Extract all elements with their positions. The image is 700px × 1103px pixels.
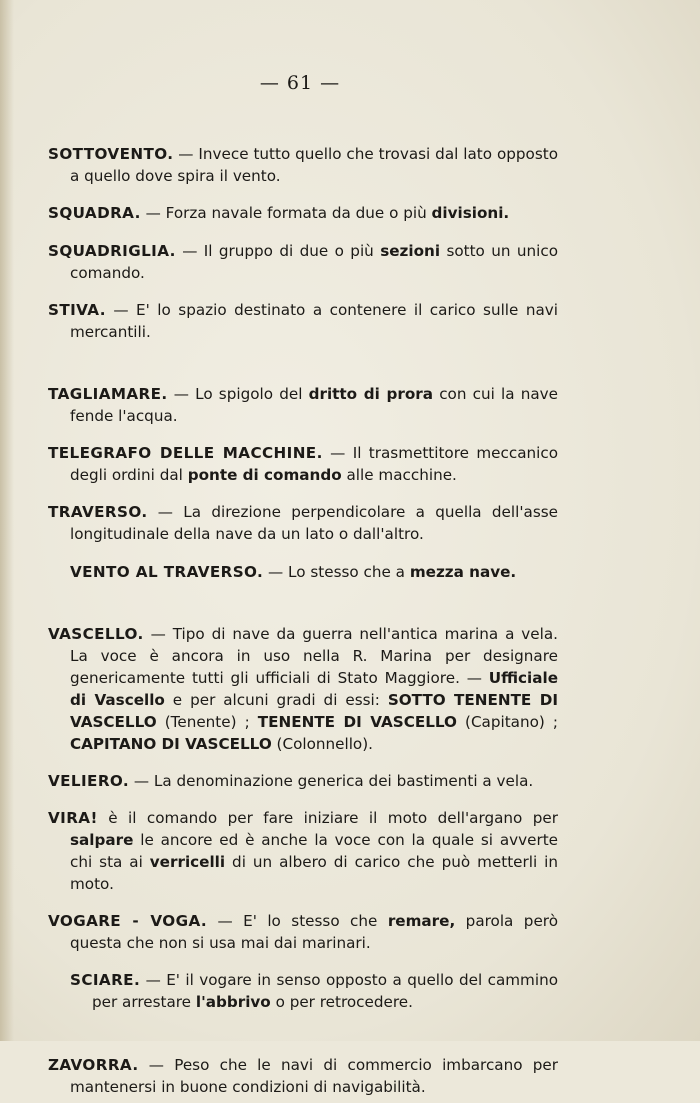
entry-term: VIRA! xyxy=(48,809,98,828)
entry-squadriglia xyxy=(48,240,558,284)
entry-traverso xyxy=(48,501,558,545)
entry-term: TAGLIAMARE. xyxy=(48,384,168,403)
entry-text: — Lo spigolo del xyxy=(167,384,309,403)
bold-word: TENENTE DI VASCELLO xyxy=(257,712,457,731)
entry-text: parola però questa che non si usa mai dai marinari. xyxy=(70,912,558,953)
entry-term: VASCELLO. xyxy=(48,624,144,643)
bold-word: salpare xyxy=(70,831,134,850)
entry-text: è il comando per fare iniziare il moto dell'argano per xyxy=(97,809,558,828)
bold-word: sezioni xyxy=(380,241,441,260)
entry-text: — Invece tutto quello che trovasi dal lato opposto a quello dove spira il vento. xyxy=(70,145,558,186)
entry-term: VELIERO. xyxy=(48,771,130,790)
entry-term: STIVA. xyxy=(48,300,106,319)
entry-vascello xyxy=(48,623,558,755)
bold-word: Ufficiale di Vascello xyxy=(70,668,558,709)
entry-term: VENTO AL TRAVERSO. xyxy=(70,562,264,581)
entry-zavorra xyxy=(48,1054,558,1098)
bold-word: CAPITANO DI VASCELLO xyxy=(70,734,272,753)
entry-text: — E' il vogare in senso opposto a quello del cammino per arrestare xyxy=(92,971,558,1012)
section-gap xyxy=(48,588,558,608)
bold-word: dritto di prora xyxy=(308,384,434,403)
bold-word: ponte di comando xyxy=(187,466,342,485)
entry-text: — Peso che le navi di commercio imbarcano per mantenersi in buone condizioni di navigabilità. xyxy=(70,1055,558,1096)
bold-word: l'abbrivo xyxy=(195,993,271,1012)
section-gap xyxy=(48,348,558,368)
entry-text: — Tipo di nave da guerra nell'antica marina a vela. La voce è ancora in uso nella R. Marina per designare genericamente tutti gli ufficiali di Stato Maggiore. — xyxy=(70,624,558,687)
entry-term: SQUADRIGLIA. xyxy=(48,241,176,260)
entry-vira xyxy=(48,807,558,895)
entry-text: — E' lo stesso che xyxy=(207,912,388,931)
entry-text: e per alcuni gradi di essi: xyxy=(164,690,388,709)
bold-word: mezza nave. xyxy=(409,562,517,581)
entry-text: sotto un unico comando. xyxy=(70,241,558,282)
bold-word: verricelli xyxy=(149,853,226,872)
page-number: — 61 — xyxy=(259,72,341,94)
entry-term: TELEGRAFO DELLE MACCHINE. xyxy=(48,444,323,463)
bold-word: SOTTO TENENTE DI VASCELLO xyxy=(70,690,558,731)
entry-sottovento xyxy=(48,143,558,187)
entry-text: — Forza navale formata da due o più xyxy=(140,204,432,223)
entry-veliero xyxy=(48,770,558,792)
entry-term: SCIARE. xyxy=(70,971,141,990)
entry-text: alle macchine. xyxy=(341,466,457,485)
entry-term: VOGARE - VOGA. xyxy=(48,912,208,931)
bold-word: remare, xyxy=(387,912,456,931)
entry-text: di un albero di carico che può metterli in moto. xyxy=(70,853,558,894)
entry-text: con cui la nave fende l'acqua. xyxy=(70,384,558,425)
entry-tagliamare xyxy=(48,383,558,427)
entry-text: le ancore ed è anche la voce con la quale si avverte chi sta ai xyxy=(70,831,558,872)
bold-word: divisioni. xyxy=(431,204,510,223)
entry-text: — Il gruppo di due o più xyxy=(175,241,381,260)
entry-text: — La direzione perpendicolare a quella dell'asse longitudinale della nave da un lato o dall'altro. xyxy=(70,503,558,544)
entry-term: SQUADRA. xyxy=(48,204,141,223)
entry-text: (Tenente) ; xyxy=(156,712,258,731)
entry-term: SOTTOVENTO. xyxy=(48,145,174,164)
section-gap xyxy=(48,1018,558,1038)
entry-text: — E' lo spazio destinato a contenere il carico sulle navi mercantili. xyxy=(70,300,558,341)
entry-text: — Il trasmettitore meccanico degli ordini dal xyxy=(70,444,558,485)
entry-term: ZAVORRA. xyxy=(48,1055,139,1074)
glossary xyxy=(48,128,558,1103)
entry-text: (Capitano) ; xyxy=(456,712,558,731)
entry-telegrafo xyxy=(48,442,558,486)
entry-text: o per retrocedere. xyxy=(270,993,413,1012)
entry-stiva xyxy=(48,299,558,343)
entry-squadra xyxy=(48,202,558,224)
entry-text: — Lo stesso che a xyxy=(263,562,410,581)
entry-sciare xyxy=(70,969,558,1013)
entry-text: — La denominazione generica dei bastimenti a vela. xyxy=(129,771,534,790)
entry-vogare xyxy=(48,910,558,954)
entry-vento-al-traverso xyxy=(70,561,558,583)
entry-term: TRAVERSO. xyxy=(48,503,148,522)
entry-text: (Colonnello). xyxy=(271,734,373,753)
